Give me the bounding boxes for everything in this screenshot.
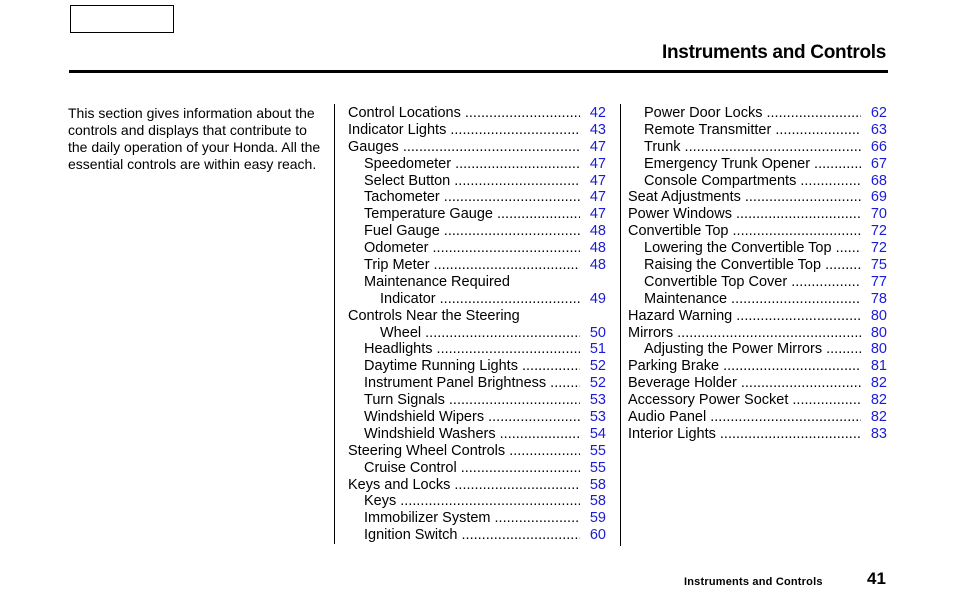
- toc-entry-label: Power Door Locks .....: [628, 105, 861, 122]
- toc-entry[interactable]: [628, 358, 887, 375]
- toc-entry[interactable]: [348, 122, 606, 139]
- toc-entry[interactable]: [628, 156, 887, 173]
- toc-entry[interactable]: [628, 206, 887, 223]
- toc-page-link[interactable]: 47: [580, 206, 606, 223]
- toc-entry[interactable]: [348, 206, 606, 223]
- toc-entry-label: Temperature Gauge .....: [348, 206, 580, 223]
- toc-entry-label: Parking Brake .....: [628, 358, 861, 375]
- toc-page-link[interactable]: 82: [861, 392, 887, 409]
- toc-page-link[interactable]: 55: [580, 460, 606, 477]
- toc-entry[interactable]: [348, 308, 606, 325]
- toc-entry-label: Trunk .....: [628, 139, 861, 156]
- toc-entry-label: Maintenance Required: [364, 273, 510, 290]
- toc-page-link[interactable]: 62: [861, 105, 887, 122]
- toc-page-link[interactable]: 68: [861, 173, 887, 190]
- toc-page-link[interactable]: 55: [580, 443, 606, 460]
- toc-entry-label: Indicator Lights .....: [348, 122, 580, 139]
- toc-entry-label: Controls Near the Steering: [348, 307, 520, 324]
- toc-entry[interactable]: [348, 460, 606, 477]
- toc-page-link[interactable]: 72: [861, 223, 887, 240]
- toc-page-link[interactable]: 47: [580, 173, 606, 190]
- toc-column-right: [628, 105, 887, 443]
- toc-entry[interactable]: [348, 105, 606, 122]
- toc-entry-label: Instrument Panel Brightness .....: [348, 375, 580, 392]
- toc-entry-label: Tachometer .....: [348, 189, 580, 206]
- header-rule: [69, 70, 888, 73]
- toc-entry[interactable]: [348, 510, 606, 527]
- toc-page-link[interactable]: 53: [580, 409, 606, 426]
- toc-entry[interactable]: [348, 189, 606, 206]
- toc-page-link[interactable]: 52: [580, 358, 606, 375]
- footer-section-label: Instruments and Controls: [684, 576, 823, 588]
- column-divider-right: [620, 104, 621, 546]
- toc-page-link[interactable]: 77: [861, 274, 887, 291]
- toc-entry[interactable]: [348, 527, 606, 544]
- toc-page-link[interactable]: 48: [580, 223, 606, 240]
- toc-page-link[interactable]: 59: [580, 510, 606, 527]
- toc-entry-label: Gauges .....: [348, 139, 580, 156]
- toc-entry[interactable]: [348, 426, 606, 443]
- toc-entry[interactable]: [348, 240, 606, 257]
- toc-page-link[interactable]: 52: [580, 375, 606, 392]
- toc-entry[interactable]: [348, 443, 606, 460]
- toc-page-link[interactable]: 80: [861, 325, 887, 342]
- toc-page-link[interactable]: 48: [580, 240, 606, 257]
- toc-page-link[interactable]: 47: [580, 156, 606, 173]
- toc-entry-label: Hazard Warning .....: [628, 308, 861, 325]
- toc-entry-label: Keys and Locks .....: [348, 477, 580, 494]
- toc-column-left: [348, 105, 606, 544]
- toc-entry-label: Control Locations .....: [348, 105, 580, 122]
- toc-entry[interactable]: [628, 274, 887, 291]
- toc-page-link[interactable]: 66: [861, 139, 887, 156]
- toc-entry[interactable]: [348, 392, 606, 409]
- toc-page-link[interactable]: 58: [580, 493, 606, 510]
- toc-entry-label: Daytime Running Lights .....: [348, 358, 580, 375]
- toc-entry-label: Convertible Top .....: [628, 223, 861, 240]
- toc-entry[interactable]: [628, 325, 887, 342]
- toc-entry[interactable]: [348, 139, 606, 156]
- toc-entry-label: Odometer .....: [348, 240, 580, 257]
- toc-page-link[interactable]: 67: [861, 156, 887, 173]
- toc-entry-label: Ignition Switch .....: [348, 527, 580, 544]
- intro-paragraph: This section gives information about the controls and displays that contribute to the daily operation of your Honda. All the essential controls are within easy reach.: [68, 105, 321, 172]
- toc-entry[interactable]: [628, 173, 887, 190]
- toc-entry[interactable]: [628, 223, 887, 240]
- toc-entry[interactable]: [348, 223, 606, 240]
- toc-entry-label: Indicator .....: [348, 291, 580, 308]
- toc-entry-label: Console Compartments .....: [628, 173, 861, 190]
- toc-entry[interactable]: [628, 308, 887, 325]
- toc-entry[interactable]: [628, 409, 887, 426]
- page-title: Instruments and Controls: [662, 42, 886, 63]
- toc-page-link[interactable]: 83: [861, 426, 887, 443]
- toc-entry-label: Cruise Control .....: [348, 460, 580, 477]
- toc-entry[interactable]: [628, 240, 887, 257]
- column-divider-left: [334, 104, 335, 544]
- toc-entry-label: Keys .....: [348, 493, 580, 510]
- toc-entry-label: Wheel .....: [348, 325, 580, 342]
- toc-entry[interactable]: [628, 105, 887, 122]
- toc-entry[interactable]: [348, 493, 606, 510]
- toc-entry-label: Turn Signals .....: [348, 392, 580, 409]
- toc-entry[interactable]: [348, 341, 606, 358]
- toc-page-link[interactable]: 47: [580, 139, 606, 156]
- toc-entry-label: Windshield Wipers .....: [348, 409, 580, 426]
- toc-page-link[interactable]: 63: [861, 122, 887, 139]
- toc-entry[interactable]: [628, 139, 887, 156]
- toc-entry-label: Emergency Trunk Opener .....: [628, 156, 861, 173]
- toc-page-link[interactable]: 58: [580, 477, 606, 494]
- toc-entry-label: Seat Adjustments .....: [628, 189, 861, 206]
- toc-entry[interactable]: [628, 426, 887, 443]
- toc-entry[interactable]: [348, 325, 606, 342]
- toc-page-link[interactable]: 82: [861, 375, 887, 392]
- toc-page-link[interactable]: 51: [580, 341, 606, 358]
- toc-entry-label: Trip Meter .....: [348, 257, 580, 274]
- toc-entry-label: Select Button .....: [348, 173, 580, 190]
- toc-page-link[interactable]: 80: [861, 341, 887, 358]
- toc-page-link[interactable]: 50: [580, 325, 606, 342]
- toc-page-link[interactable]: 49: [580, 291, 606, 308]
- toc-page-link[interactable]: 69: [861, 189, 887, 206]
- toc-entry[interactable]: [348, 291, 606, 308]
- toc-entry[interactable]: [348, 358, 606, 375]
- toc-entry[interactable]: [628, 392, 887, 409]
- toc-entry[interactable]: [628, 291, 887, 308]
- footer-page-number: 41: [867, 569, 886, 588]
- toc-entry-label: Steering Wheel Controls .....: [348, 443, 580, 460]
- toc-entry-label: Interior Lights .....: [628, 426, 861, 443]
- toc-entry[interactable]: [348, 257, 606, 274]
- toc-entry-label: Speedometer .....: [348, 156, 580, 173]
- toc-page-link[interactable]: 81: [861, 358, 887, 375]
- toc-entry-label: Convertible Top Cover .....: [628, 274, 861, 291]
- toc-page-link[interactable]: 43: [580, 122, 606, 139]
- toc-entry[interactable]: [628, 257, 887, 274]
- toc-page-link[interactable]: 54: [580, 426, 606, 443]
- toc-entry-label: Windshield Washers .....: [348, 426, 580, 443]
- toc-page-link[interactable]: 82: [861, 409, 887, 426]
- toc-entry-label: Accessory Power Socket .....: [628, 392, 861, 409]
- toc-page-link[interactable]: 72: [861, 240, 887, 257]
- toc-entry[interactable]: [348, 477, 606, 494]
- toc-entry-label: Headlights .....: [348, 341, 580, 358]
- toc-entry[interactable]: [348, 173, 606, 190]
- toc-page-link[interactable]: 47: [580, 189, 606, 206]
- toc-page-link[interactable]: 48: [580, 257, 606, 274]
- toc-entry-label: Immobilizer System .....: [348, 510, 580, 527]
- toc-entry-label: Power Windows .....: [628, 206, 861, 223]
- toc-entry-label: Fuel Gauge .....: [348, 223, 580, 240]
- toc-entry[interactable]: [348, 375, 606, 392]
- toc-page-link[interactable]: 70: [861, 206, 887, 223]
- toc-entry[interactable]: [348, 156, 606, 173]
- toc-entry[interactable]: [348, 409, 606, 426]
- toc-entry-label: Remote Transmitter .....: [628, 122, 861, 139]
- toc-page-link[interactable]: 78: [861, 291, 887, 308]
- toc-entry-label: Beverage Holder .....: [628, 375, 861, 392]
- toc-entry-label: Mirrors .....: [628, 325, 861, 342]
- toc-entry-label: Raising the Convertible Top .....: [628, 257, 861, 274]
- toc-page-link[interactable]: 80: [861, 308, 887, 325]
- toc-page-link[interactable]: 60: [580, 527, 606, 544]
- section-tab-box: [70, 5, 174, 33]
- toc-entry-label: Lowering the Convertible Top .....: [628, 240, 861, 257]
- toc-page-link[interactable]: 53: [580, 392, 606, 409]
- toc-entry[interactable]: [628, 122, 887, 139]
- toc-entry[interactable]: [628, 375, 887, 392]
- toc-entry[interactable]: [628, 189, 887, 206]
- toc-entry-label: Maintenance .....: [628, 291, 861, 308]
- toc-entry-label: Adjusting the Power Mirrors .....: [628, 341, 861, 358]
- toc-entry[interactable]: [348, 274, 606, 291]
- toc-entry-label: Audio Panel .....: [628, 409, 861, 426]
- toc-page-link[interactable]: 75: [861, 257, 887, 274]
- toc-page-link[interactable]: 42: [580, 105, 606, 122]
- toc-entry[interactable]: [628, 341, 887, 358]
